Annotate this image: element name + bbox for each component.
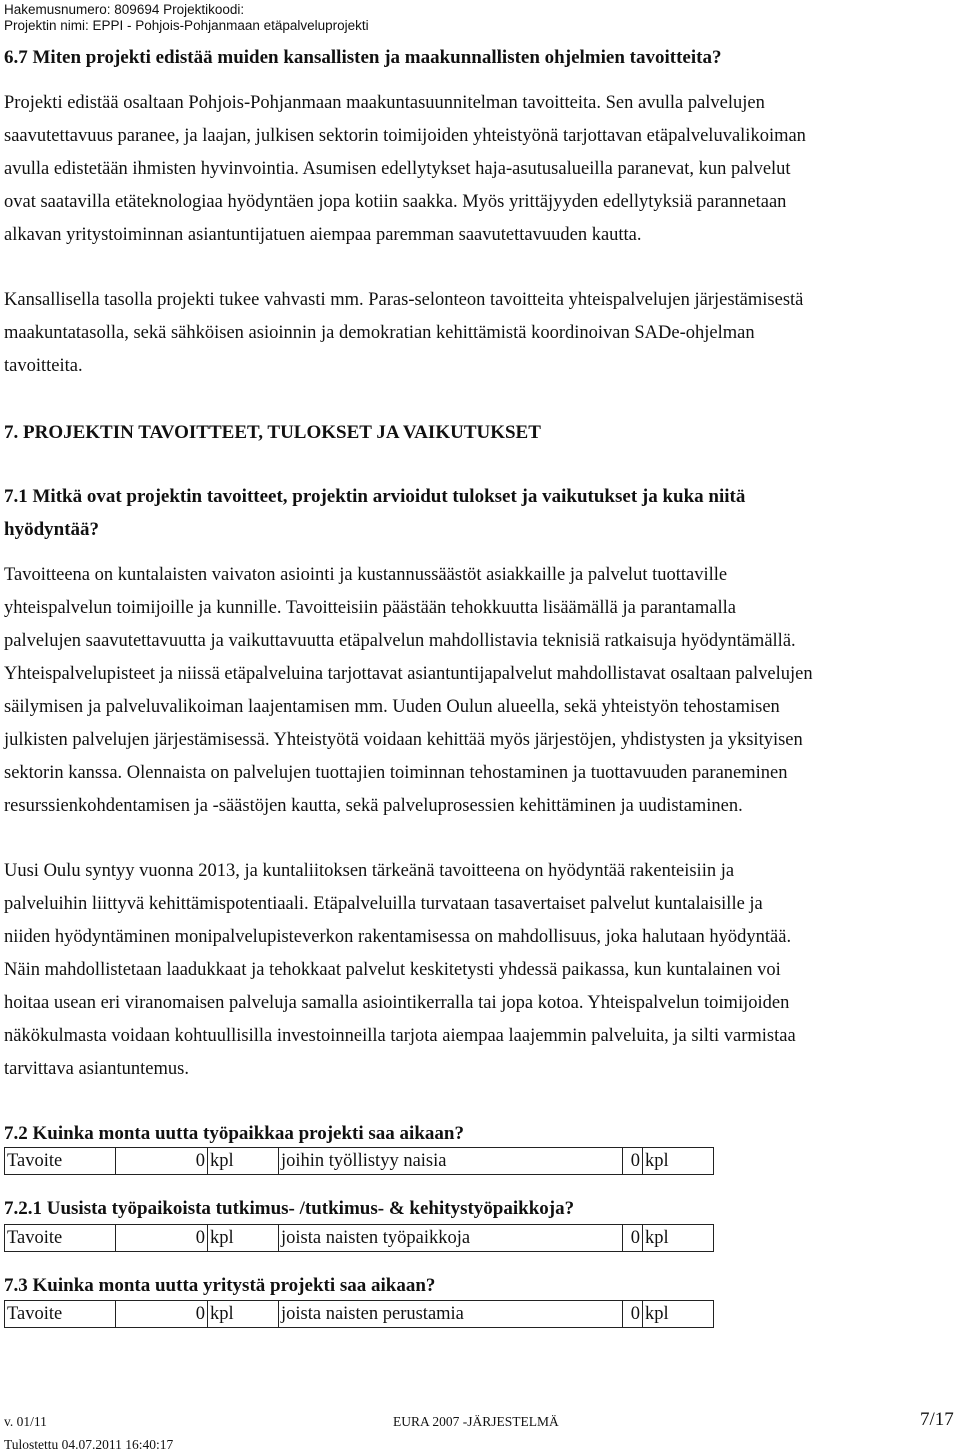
table-row xyxy=(5,1225,714,1252)
section-7-3-table xyxy=(4,1300,714,1328)
target-value: 0 xyxy=(116,1225,208,1252)
women-label: joista naisten työpaikkoja xyxy=(279,1225,623,1252)
women-unit: kpl xyxy=(643,1225,714,1252)
section-7-3-heading: 7.3 Kuinka monta uutta yritystä projekti saa aikaan? xyxy=(4,1275,436,1296)
section-7-2-1-table xyxy=(4,1224,714,1252)
women-value: 0 xyxy=(623,1148,643,1175)
footer-printed-timestamp: Tulostettu 04.07.2011 16:40:17 xyxy=(4,1437,174,1452)
section-7-1-heading-line-2: hyödyntää? xyxy=(4,519,100,540)
footer-version: v. 01/11 xyxy=(4,1414,47,1429)
section-7-2-heading: 7.2 Kuinka monta uutta työpaikkaa projekti saa aikaan? xyxy=(4,1123,464,1144)
women-label: joihin työllistyy naisia xyxy=(279,1148,623,1175)
section-6-7-paragraph-2: Kansallisella tasolla projekti tukee vahvasti mm. Paras-selonteon tavoitteita yhteispalvelujen järjestämisestä maakuntatasolla, sekä sähköisen asioinnin ja demokratian kehittämistä koordinoivan SADe-ohjelman tavoitteita. xyxy=(4,290,804,376)
target-label: Tavoite xyxy=(5,1225,116,1252)
women-value: 0 xyxy=(623,1225,643,1252)
footer-page-number: 7/17 xyxy=(920,1409,954,1430)
target-value: 0 xyxy=(116,1148,208,1175)
target-unit: kpl xyxy=(208,1225,279,1252)
section-7-1-paragraph-2: Uusi Oulu syntyy vuonna 2013, ja kuntaliitoksen tärkeänä tavoitteena on hyödyntää rakenteisiin ja palveluihin liittyvä kehittämispotentiaali. Etäpalveluilla turvataan tasavertaiset palvelut kuntalaisille ja niiden hyödyntäminen monipalvelupisteverkon rakentamisessa on mahdollisuus, joka halutaan hyödyntää. Näin mahdollistetaan laadukkaat ja tehokkaat palvelut keskitetysti yhdessä paikassa, kun kuntalainen voi hoitaa usean eri viranomaisen palveluja samalla asiointikerralla tai jopa kotoa. Yhteispalvelun toimijoiden näkökulmasta voidaan kohtuullisilla investoinneilla tarjota aiempaa laajemmin palveluita, ja silti varmistaa tarvittava asiantuntemus. xyxy=(4,861,796,1079)
section-7-2-table xyxy=(4,1147,714,1175)
section-7-2-1-heading: 7.2.1 Uusista työpaikoista tutkimus- /tutkimus- & kehitystyöpaikkoja? xyxy=(4,1198,575,1219)
section-6-7-heading: 6.7 Miten projekti edistää muiden kansallisten ja maakunnallisten ohjelmien tavoitteita? xyxy=(4,47,722,68)
footer-system: EURA 2007 -JÄRJESTELMÄ xyxy=(393,1414,559,1429)
target-unit: kpl xyxy=(208,1301,279,1328)
women-value: 0 xyxy=(623,1301,643,1328)
section-6-7-paragraph-1: Projekti edistää osaltaan Pohjois-Pohjanmaan maakuntasuunnitelman tavoitteita. Sen avulla palvelujen saavutettavuus paranee, ja laajan, julkisen sektorin toimijoiden yhteistyönä tarjottavan etäpalveluvalikoiman avulla edistetään ihmisten hyvinvointia. Asumisen edellytykset haja-asutusalueilla paranevat, kun palvelut ovat saatavilla etäteknologiaa hyödyntäen jopa kotiin saakka. Myös yrittäjyyden edellytyksiä parannetaan alkavan yritystoiminnan asiantuntijatuen aiempaa paremman saavutettavuuden kautta. xyxy=(4,93,806,245)
header-project-name: Projektin nimi: EPPI - Pohjois-Pohjanmaan etäpalveluprojekti xyxy=(4,18,369,33)
table-row xyxy=(5,1301,714,1328)
section-7-1-heading-line-1: 7.1 Mitkä ovat projektin tavoitteet, projektin arvioidut tulokset ja vaikutukset ja kuka niitä xyxy=(4,486,746,507)
women-unit: kpl xyxy=(643,1301,714,1328)
section-7-1-paragraph-1: Tavoitteena on kuntalaisten vaivaton asiointi ja kustannussäästöt asiakkaille ja palvelut tuottaville yhteispalvelun toimijoille ja kunnille. Tavoitteisiin päästään tehokkuutta lisäämällä ja parantamalla palvelujen saavutettavuutta ja vaikuttavuutta etäpalvelun mahdollistavia teknisiä ratkaisuja hyödyntämällä. Yhteispalvelupisteet ja niissä etäpalveluina tarjottavat asiantuntijapalvelut mahdollistavat osaltaan palvelujen säilymisen ja palveluvalikoiman laajentamisen mm. Uuden Oulun alueella, sekä yhteistyön tehostamisen julkisten palvelujen järjestämisessä. Yhteistyötä voidaan kehittää myös järjestöjen, yhdistysten ja yksityisen sektorin kanssa. Olennaista on palvelujen tuottajien toiminnan tehostaminen ja tuottavuuden paraneminen resurssienkohdentamisen ja -säästöjen kautta, sekä palveluprosessien kehittäminen ja uudistaminen. xyxy=(4,565,813,816)
target-value: 0 xyxy=(116,1301,208,1328)
target-unit: kpl xyxy=(208,1148,279,1175)
table-row xyxy=(5,1148,714,1175)
section-7-heading: 7. PROJEKTIN TAVOITTEET, TULOKSET JA VAIKUTUKSET xyxy=(4,422,541,443)
target-label: Tavoite xyxy=(5,1148,116,1175)
women-label: joista naisten perustamia xyxy=(279,1301,623,1328)
women-unit: kpl xyxy=(643,1148,714,1175)
target-label: Tavoite xyxy=(5,1301,116,1328)
header-application-number: Hakemusnumero: 809694 Projektikoodi: xyxy=(4,2,245,17)
page-header xyxy=(4,2,369,34)
